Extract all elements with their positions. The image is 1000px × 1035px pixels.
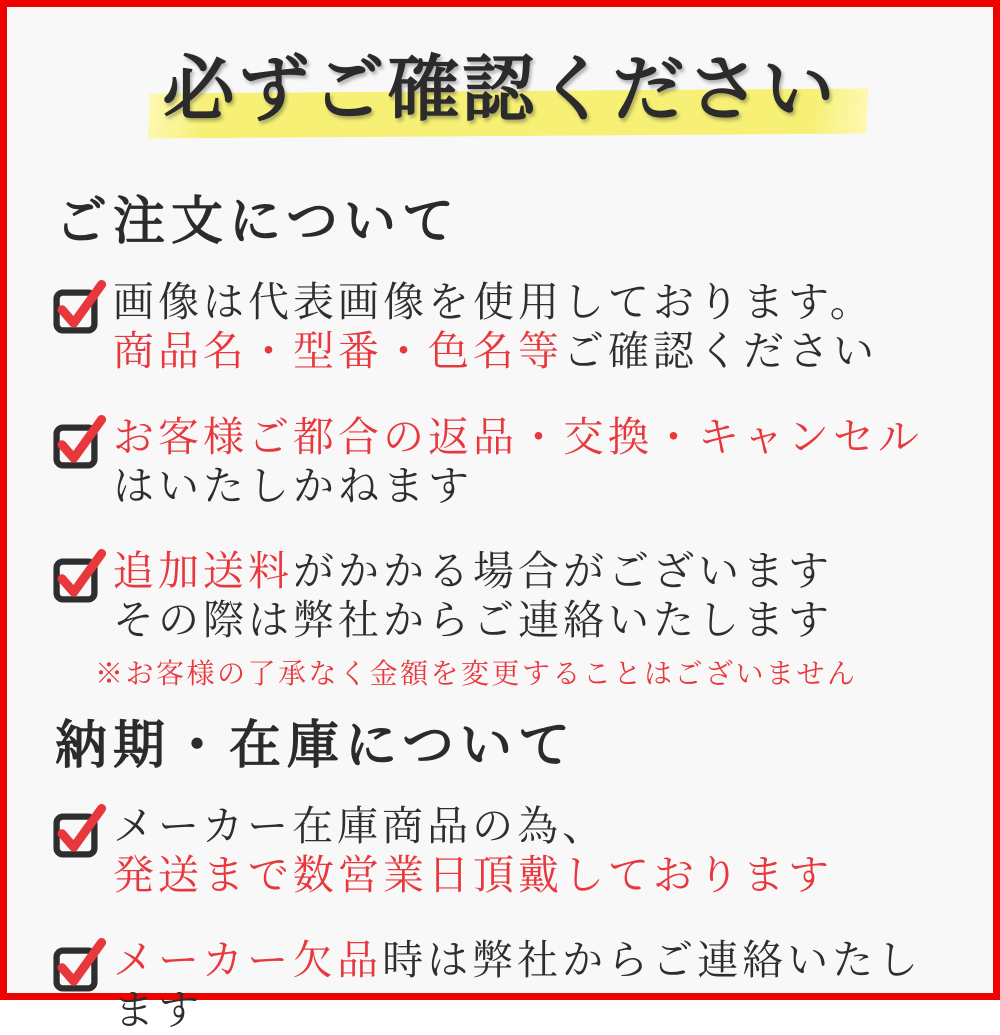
list-item: [53, 278, 959, 376]
section-heading-order: ご注文について: [55, 191, 460, 252]
text-segment: がかかる場合がございます: [293, 546, 833, 595]
list-item: [53, 413, 959, 511]
text-segment-red: 追加送料: [113, 546, 293, 595]
text-segment-red: 商品名・型番・色名等: [113, 327, 563, 376]
text-segment: 時は弊社からご連絡いたします: [113, 936, 923, 1034]
text-segment-red: お客様ご都合の返品・交換・キャンセル: [113, 412, 923, 461]
text-segment-red: 発送まで数営業日頂戴しております: [113, 851, 833, 900]
section-heading-stock: 納期・在庫について: [55, 714, 576, 776]
item-text: [113, 278, 878, 376]
checked-checkbox-icon: [53, 413, 113, 470]
list-item: [53, 936, 959, 1034]
text-segment: ご確認ください: [563, 327, 878, 376]
text-segment: 画像は代表画像を使用しております。: [113, 278, 875, 327]
text-segment: メーカー在庫商品の為、: [113, 802, 608, 851]
checked-checkbox-icon: [53, 278, 113, 335]
title-block: [7, 7, 993, 157]
list-item: [53, 547, 959, 691]
checked-checkbox-icon: [53, 936, 113, 993]
text-segment: はいたしかねます: [113, 461, 473, 510]
item-text: [113, 802, 833, 900]
notice-content: [7, 157, 993, 1035]
text-segment: その際は弊社からご連絡いたします: [113, 596, 833, 645]
checked-checkbox-icon: [53, 802, 113, 859]
item-text: [113, 936, 959, 1034]
item-note: ※お客様の了承なく金額を変更することはございません: [95, 657, 858, 691]
item-text: [95, 546, 858, 691]
text-segment-red: メーカー欠品: [113, 936, 383, 985]
checked-checkbox-icon: [53, 547, 113, 604]
list-item: [53, 802, 959, 900]
page-title: 必ずご確認ください: [162, 46, 838, 131]
item-text: [113, 413, 923, 511]
